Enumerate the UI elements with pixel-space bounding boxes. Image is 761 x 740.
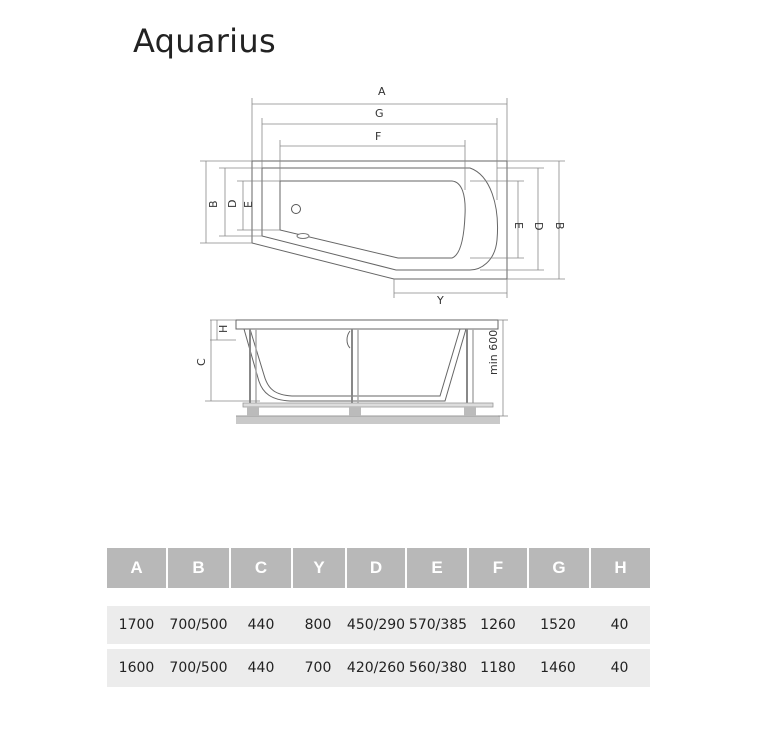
cell-y: 700 [304, 660, 332, 676]
dim-label-b-left: B [207, 200, 220, 208]
header-g: G [552, 558, 566, 577]
dim-label-a: A [378, 85, 386, 98]
page-title: Aquarius [133, 22, 276, 60]
dim-label-e-left: E [242, 201, 255, 208]
cell-f: 1260 [480, 617, 516, 633]
cell-e: 570/385 [408, 617, 468, 633]
table-row [107, 606, 650, 644]
header-d: D [369, 558, 383, 577]
dim-label-b-right: B [553, 222, 566, 230]
cell-a: 1600 [118, 660, 155, 676]
cell-d: 450/290 [346, 617, 406, 633]
cell-a: 1700 [118, 617, 155, 633]
header-a: A [130, 558, 143, 577]
header-f: F [492, 558, 504, 577]
cell-c: 440 [247, 660, 275, 676]
header-y: Y [313, 558, 325, 577]
cell-g: 1460 [540, 660, 576, 676]
dim-label-h: H [217, 324, 230, 333]
dim-label-f: F [375, 130, 382, 143]
table-header-row [107, 548, 650, 588]
cell-d: 420/260 [346, 660, 406, 676]
header-e: E [431, 558, 443, 577]
cell-f: 1180 [480, 660, 516, 676]
header-h: H [614, 558, 627, 577]
cell-c: 440 [247, 617, 275, 633]
dim-label-d-right: D [532, 222, 545, 231]
cell-h: 40 [610, 660, 629, 676]
cell-b: 700/500 [169, 660, 228, 676]
cell-e: 560/380 [408, 660, 468, 676]
header-c: C [254, 558, 268, 577]
dim-label-c: C [195, 358, 208, 366]
cell-g: 1520 [540, 617, 576, 633]
cell-b: 700/500 [169, 617, 228, 633]
header-b: B [192, 558, 205, 577]
dim-label-y: Y [437, 294, 444, 307]
dim-label-g: G [375, 107, 384, 120]
dim-label-d-left: D [226, 199, 239, 208]
dim-label-min600: min 600 [487, 329, 500, 375]
cell-h: 40 [610, 617, 629, 633]
dim-label-e-right: E [512, 222, 525, 229]
cell-y: 800 [304, 617, 332, 633]
table-row [107, 649, 650, 687]
